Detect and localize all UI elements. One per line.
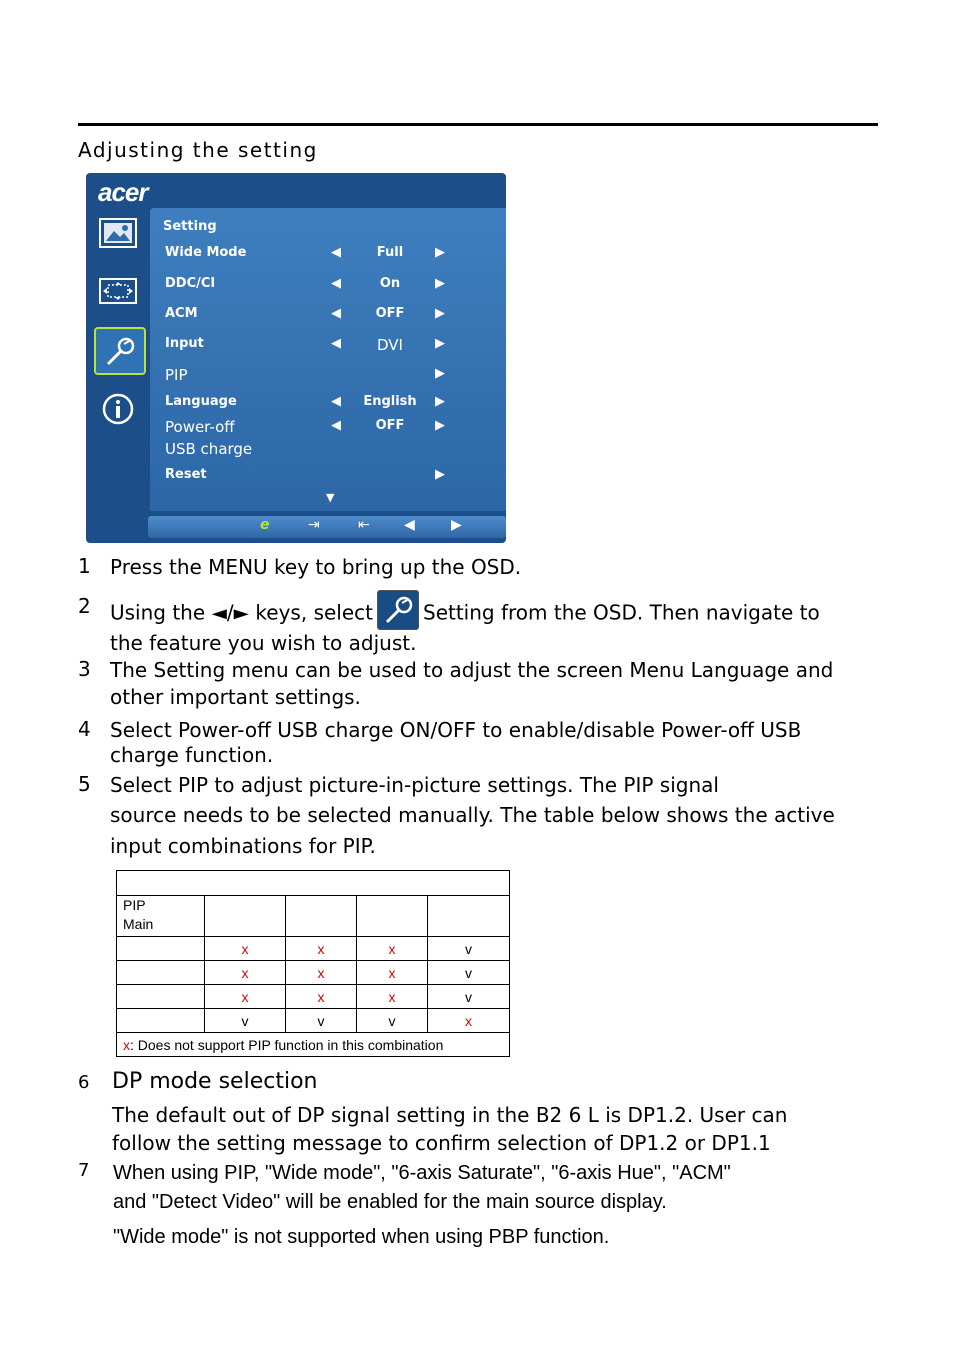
left-arrow-icon: ◀ — [331, 336, 341, 351]
table-note — [117, 1033, 510, 1057]
osd-row-input — [165, 336, 495, 358]
step-text: follow the setting message to confirm selection of DP1.2 or DP1.1 — [112, 1131, 771, 1155]
table-cell — [117, 1009, 205, 1033]
note-mark: x — [123, 1036, 130, 1053]
osd-row-value: OFF — [375, 306, 405, 321]
table-header-cell — [117, 896, 205, 937]
step-text: keys, select — [255, 600, 373, 625]
table-cell: v — [205, 1009, 286, 1033]
table-cell: x — [357, 985, 428, 1009]
enter-icon: ⇥ — [308, 517, 320, 533]
table-cell: x — [286, 961, 357, 985]
step-text: Setting from the OSD. Then navigate to — [423, 600, 820, 625]
step-text: charge function. — [110, 743, 274, 767]
step-text: and "Detect Video" will be enabled for the main source display. — [113, 1191, 667, 1213]
osd-row-value: DVI — [377, 336, 403, 354]
step-number: 7 — [78, 1160, 90, 1181]
left-arrow-icon: ◀ — [331, 306, 341, 321]
table-cell — [286, 896, 357, 937]
exit-icon: ⇤ — [358, 517, 370, 533]
step-text: Press the MENU key to bring up the OSD. — [110, 555, 522, 579]
right-arrow-icon: ▶ — [435, 245, 445, 260]
table-cell: x — [357, 961, 428, 985]
step-title: DP mode selection — [112, 1069, 318, 1094]
table-cell — [205, 896, 286, 937]
table-cell — [117, 871, 510, 896]
section-title: Adjusting the setting — [78, 138, 318, 162]
osd-row-pip — [165, 366, 495, 388]
step-text: other important settings. — [110, 685, 361, 709]
table-row — [117, 937, 510, 961]
osd-row-label: Language — [165, 394, 237, 409]
table-cell: v — [428, 937, 510, 961]
left-arrow-icon: ◀ — [331, 276, 341, 291]
osd-row-acm — [165, 306, 495, 328]
osd-header: Setting — [163, 219, 217, 234]
table-cell: x — [205, 937, 286, 961]
osd-row-label: PIP — [165, 366, 188, 384]
table-row — [117, 1009, 510, 1033]
top-rule — [78, 123, 878, 126]
table-cell: v — [286, 1009, 357, 1033]
right-arrow-icon: ▶ — [435, 467, 445, 482]
step-2-line-1: Using the ◄/► keys, select Setting from the OSD. Then navigate to — [110, 594, 820, 634]
step-text: When using PIP, "Wide mode", "6-axis Saturate", "6-axis Hue", "ACM" — [113, 1162, 731, 1184]
setting-wrench-icon — [377, 590, 419, 630]
osd-row-language — [165, 394, 495, 416]
osd-row-wide-mode — [165, 245, 495, 267]
step-number: 3 — [78, 657, 91, 681]
table-cell: x — [357, 937, 428, 961]
table-row — [117, 871, 510, 896]
osd-row-ddcci — [165, 276, 495, 298]
step-number: 2 — [78, 594, 91, 618]
osd-row-label: Wide Mode — [165, 245, 247, 260]
right-arrow-icon: ▶ — [435, 418, 445, 433]
step-text: source needs to be selected manually. The table below shows the active — [110, 803, 835, 827]
pip-label: PIP — [123, 897, 146, 913]
step-text: input combinations for PIP. — [110, 834, 376, 858]
table-note-row — [117, 1033, 510, 1057]
step-number: 5 — [78, 772, 91, 796]
table-cell — [117, 961, 205, 985]
osd-row-usb-charge — [165, 440, 495, 462]
table-cell: x — [428, 1009, 510, 1033]
osd-row-power-off — [165, 418, 495, 440]
osd-row-label: Input — [165, 336, 204, 351]
table-cell — [117, 937, 205, 961]
osd-row-value: English — [363, 394, 417, 409]
osd-menu-screenshot — [86, 173, 506, 543]
right-arrow-icon: ▶ — [451, 517, 462, 533]
step-text: "Wide mode" is not supported when using PBP function. — [113, 1226, 610, 1248]
right-arrow-icon: ▶ — [435, 366, 445, 381]
step-text: The default out of DP signal setting in the B2 6 L is DP1.2. User can — [112, 1103, 788, 1127]
right-arrow-key-icon: ► — [233, 600, 250, 625]
acer-logo: acer — [98, 177, 148, 207]
table-cell: x — [286, 937, 357, 961]
display-icon — [94, 269, 142, 313]
left-arrow-icon: ◀ — [331, 418, 341, 433]
table-cell — [117, 985, 205, 1009]
step-number: 1 — [78, 554, 91, 578]
right-arrow-icon: ▶ — [435, 394, 445, 409]
left-arrow-key-icon: ◄ — [211, 600, 227, 625]
empowering-icon: e — [260, 517, 270, 533]
table-cell: v — [428, 985, 510, 1009]
table-header-row — [117, 896, 510, 937]
osd-row-value: On — [379, 276, 401, 291]
left-arrow-icon: ◀ — [331, 245, 341, 260]
table-cell — [357, 896, 428, 937]
table-cell: x — [205, 961, 286, 985]
table-row — [117, 961, 510, 985]
table-cell: v — [428, 961, 510, 985]
step-number: 4 — [78, 717, 91, 741]
osd-sidebar — [86, 211, 148, 511]
table-cell: x — [286, 985, 357, 1009]
table-cell: x — [205, 985, 286, 1009]
table-cell: v — [357, 1009, 428, 1033]
osd-row-label: ACM — [165, 306, 198, 321]
osd-bottom-bar — [148, 516, 506, 538]
step-text: the feature you wish to adjust. — [110, 631, 417, 655]
step-text: Select PIP to adjust picture-in-picture settings. The PIP signal — [110, 773, 719, 797]
osd-row-label: Reset — [165, 467, 207, 482]
left-arrow-icon: ◀ — [331, 394, 341, 409]
osd-row-value: Full — [376, 245, 404, 260]
table-row — [117, 985, 510, 1009]
pip-combination-table — [116, 870, 510, 1057]
main-label: Main — [123, 916, 154, 932]
table-cell — [428, 896, 510, 937]
right-arrow-icon: ▶ — [435, 336, 445, 351]
osd-row-label: Power-off — [165, 418, 235, 436]
picture-icon — [94, 211, 142, 255]
osd-row-reset — [165, 467, 495, 489]
note-text: : Does not support PIP function in this combination — [130, 1036, 444, 1053]
setting-wrench-icon — [94, 327, 146, 375]
osd-row-value: OFF — [375, 418, 405, 433]
step-text: The Setting menu can be used to adjust the screen Menu Language and — [110, 658, 834, 682]
step-text: Select Power-off USB charge ON/OFF to enable/disable Power-off USB — [110, 718, 802, 742]
step-text: Using the — [110, 600, 206, 625]
osd-row-label: USB charge — [165, 440, 253, 458]
left-arrow-icon: ◀ — [404, 517, 415, 533]
right-arrow-icon: ▶ — [435, 276, 445, 291]
step-number: 6 — [78, 1072, 90, 1093]
info-icon — [94, 387, 142, 431]
right-arrow-icon: ▶ — [435, 306, 445, 321]
scroll-down-arrow-icon: ▼ — [326, 491, 335, 504]
osd-row-label: DDC/CI — [165, 276, 216, 291]
